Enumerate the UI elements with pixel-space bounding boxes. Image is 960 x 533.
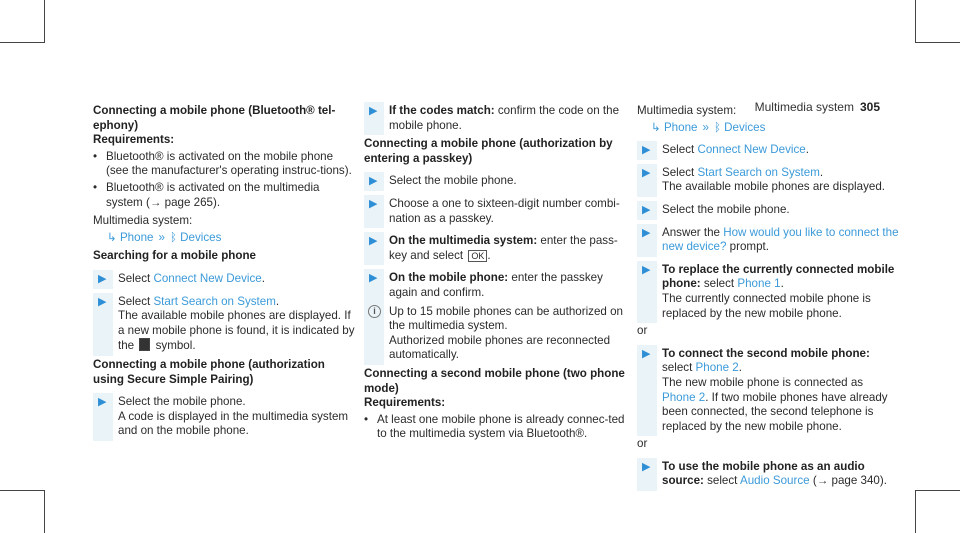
step: ▶ On the multimedia system: enter the pass-key and select OK .	[364, 234, 626, 263]
crop-mark	[0, 490, 45, 491]
heading-second-phone: Connecting a second mobile phone (two phone mode)	[364, 366, 625, 395]
info-note: i Up to 15 mobile phones can be authorized on the multimedia system. Authorized mobile phones are reconnected automatically.	[364, 305, 626, 363]
crop-mark	[915, 490, 916, 533]
step-arrow-icon: ▶	[98, 272, 107, 285]
crop-mark	[915, 42, 960, 43]
or-label: or	[637, 437, 648, 451]
menu-path	[637, 121, 899, 136]
step: ▶ Select Connect New Device.	[637, 143, 899, 158]
step-arrow-icon: ▶	[642, 203, 651, 216]
step: ▶ Select the mobile phone. A code is displayed in the multimedia system and on the mobile phone.	[93, 395, 355, 439]
page-number: 305	[859, 100, 880, 114]
step: ▶ Select Start Search on System. The available mobile phones are displayed. If a new mobile phone is found, it is indicated by the symbol.	[93, 295, 355, 354]
phone-2-label: Phone 2	[662, 390, 706, 404]
heading-searching: Searching for a mobile phone	[93, 249, 256, 263]
step: ▶ Select Connect New Device.	[93, 272, 355, 287]
crop-mark	[915, 0, 916, 43]
menu-devices[interactable]: Devices	[724, 120, 766, 134]
start-search-option[interactable]: Start Search on System	[153, 294, 276, 308]
bluetooth-icon: ᛒ	[713, 120, 721, 134]
audio-source-option[interactable]: Audio Source	[739, 474, 810, 488]
requirement-item: • Bluetooth® is activated on the mobile phone (see the manufacturer's operating instruc-tions).	[93, 150, 355, 179]
header-title: Multimedia system	[754, 100, 854, 114]
step-arrow-icon: ▶	[98, 295, 107, 308]
multimedia-system-label: Multimedia system:	[637, 104, 737, 117]
chevrons-icon: »	[158, 230, 165, 244]
step: ▶ To replace the currently connected mobile phone: select Phone 1. The currently connected mobile phone is replaced by the new mobile phone.	[637, 263, 899, 321]
crop-mark	[44, 490, 45, 533]
step-arrow-icon: ▶	[642, 263, 651, 276]
step: ▶ Choose a one to sixteen-digit number combi-nation as a passkey.	[364, 197, 626, 226]
step: ▶ On the mobile phone: enter the passkey again and confirm.	[364, 271, 626, 300]
step-arrow-icon: ▶	[369, 197, 378, 210]
step-arrow-icon: ▶	[98, 396, 107, 409]
step: ▶ If the codes match: confirm the code on the mobile phone.	[364, 104, 626, 133]
connect-new-device-option[interactable]: Connect New Device	[153, 271, 262, 285]
menu-phone[interactable]: Phone	[663, 120, 698, 134]
column-2	[364, 104, 626, 442]
arrow-ref-icon: →	[816, 474, 829, 488]
step-arrow-icon: ▶	[369, 235, 378, 248]
start-search-option[interactable]: Start Search on System	[697, 165, 820, 179]
info-icon: i	[368, 305, 381, 318]
hook-arrow-icon: ↳	[651, 120, 661, 134]
step-arrow-icon: ▶	[642, 166, 651, 179]
menu-devices[interactable]: Devices	[180, 230, 222, 244]
column-1	[93, 104, 355, 439]
requirements-label: Requirements:	[93, 133, 175, 147]
or-label: or	[637, 324, 648, 338]
menu-phone[interactable]: Phone	[119, 230, 154, 244]
menu-path	[93, 231, 355, 246]
heading-passkey: Connecting a mobile phone (authorization by entering a passkey)	[364, 137, 613, 165]
step: ▶ Select Start Search on System. The available mobile phones are displayed.	[637, 166, 899, 195]
requirement-item: • At least one mobile phone is already connec-ted to the multimedia system via Bluetooth®.	[364, 413, 626, 442]
step: ▶ To connect the second mobile phone: select Phone 2. The new mobile phone is connected as Phone 2. If two mobile phones have already been connected, the second telephone is replaced by the new mobile phone.	[637, 347, 899, 435]
crop-mark	[44, 0, 45, 43]
step: ▶ Select the mobile phone.	[364, 174, 626, 189]
step: ▶ Answer the How would you like to connect the new device? prompt.	[637, 226, 899, 255]
column-3	[637, 104, 899, 489]
bluetooth-icon: ᛒ	[169, 230, 177, 244]
step-arrow-icon: ▶	[369, 175, 378, 188]
step-arrow-icon: ▶	[642, 347, 651, 360]
phone-symbol-icon	[139, 338, 150, 351]
heading-connecting-bluetooth: Connecting a mobile phone (Bluetooth® tel-ephony)	[93, 104, 336, 132]
hook-arrow-icon: ↳	[107, 230, 117, 244]
connect-new-device-option[interactable]: Connect New Device	[697, 143, 806, 157]
step: ▶ Select the mobile phone.	[637, 203, 899, 218]
crop-mark	[0, 42, 45, 43]
phone-2-option[interactable]: Phone 2	[695, 361, 739, 375]
step-arrow-icon: ▶	[369, 272, 378, 285]
step-arrow-icon: ▶	[642, 144, 651, 157]
heading-ssp: Connecting a mobile phone (authorization using Secure Simple Pairing)	[93, 357, 325, 386]
requirement-item: • Bluetooth® is activated on the multimedia system (→ page 265).	[93, 181, 355, 210]
ok-key[interactable]: OK	[468, 250, 487, 262]
connect-prompt[interactable]: How would you like to connect the new device?	[662, 225, 899, 254]
requirements-label: Requirements:	[364, 396, 446, 410]
step: ▶ To use the mobile phone as an audio source: select Audio Source (→ page 340).	[637, 460, 899, 489]
step-arrow-icon: ▶	[369, 105, 378, 117]
chevrons-icon: »	[702, 120, 709, 134]
step-arrow-icon: ▶	[642, 460, 651, 473]
multimedia-system-label: Multimedia system:	[93, 214, 193, 228]
crop-mark	[915, 490, 960, 491]
arrow-ref-icon: →	[149, 195, 162, 209]
phone-1-option[interactable]: Phone 1	[737, 277, 781, 291]
step-arrow-icon: ▶	[642, 226, 651, 239]
